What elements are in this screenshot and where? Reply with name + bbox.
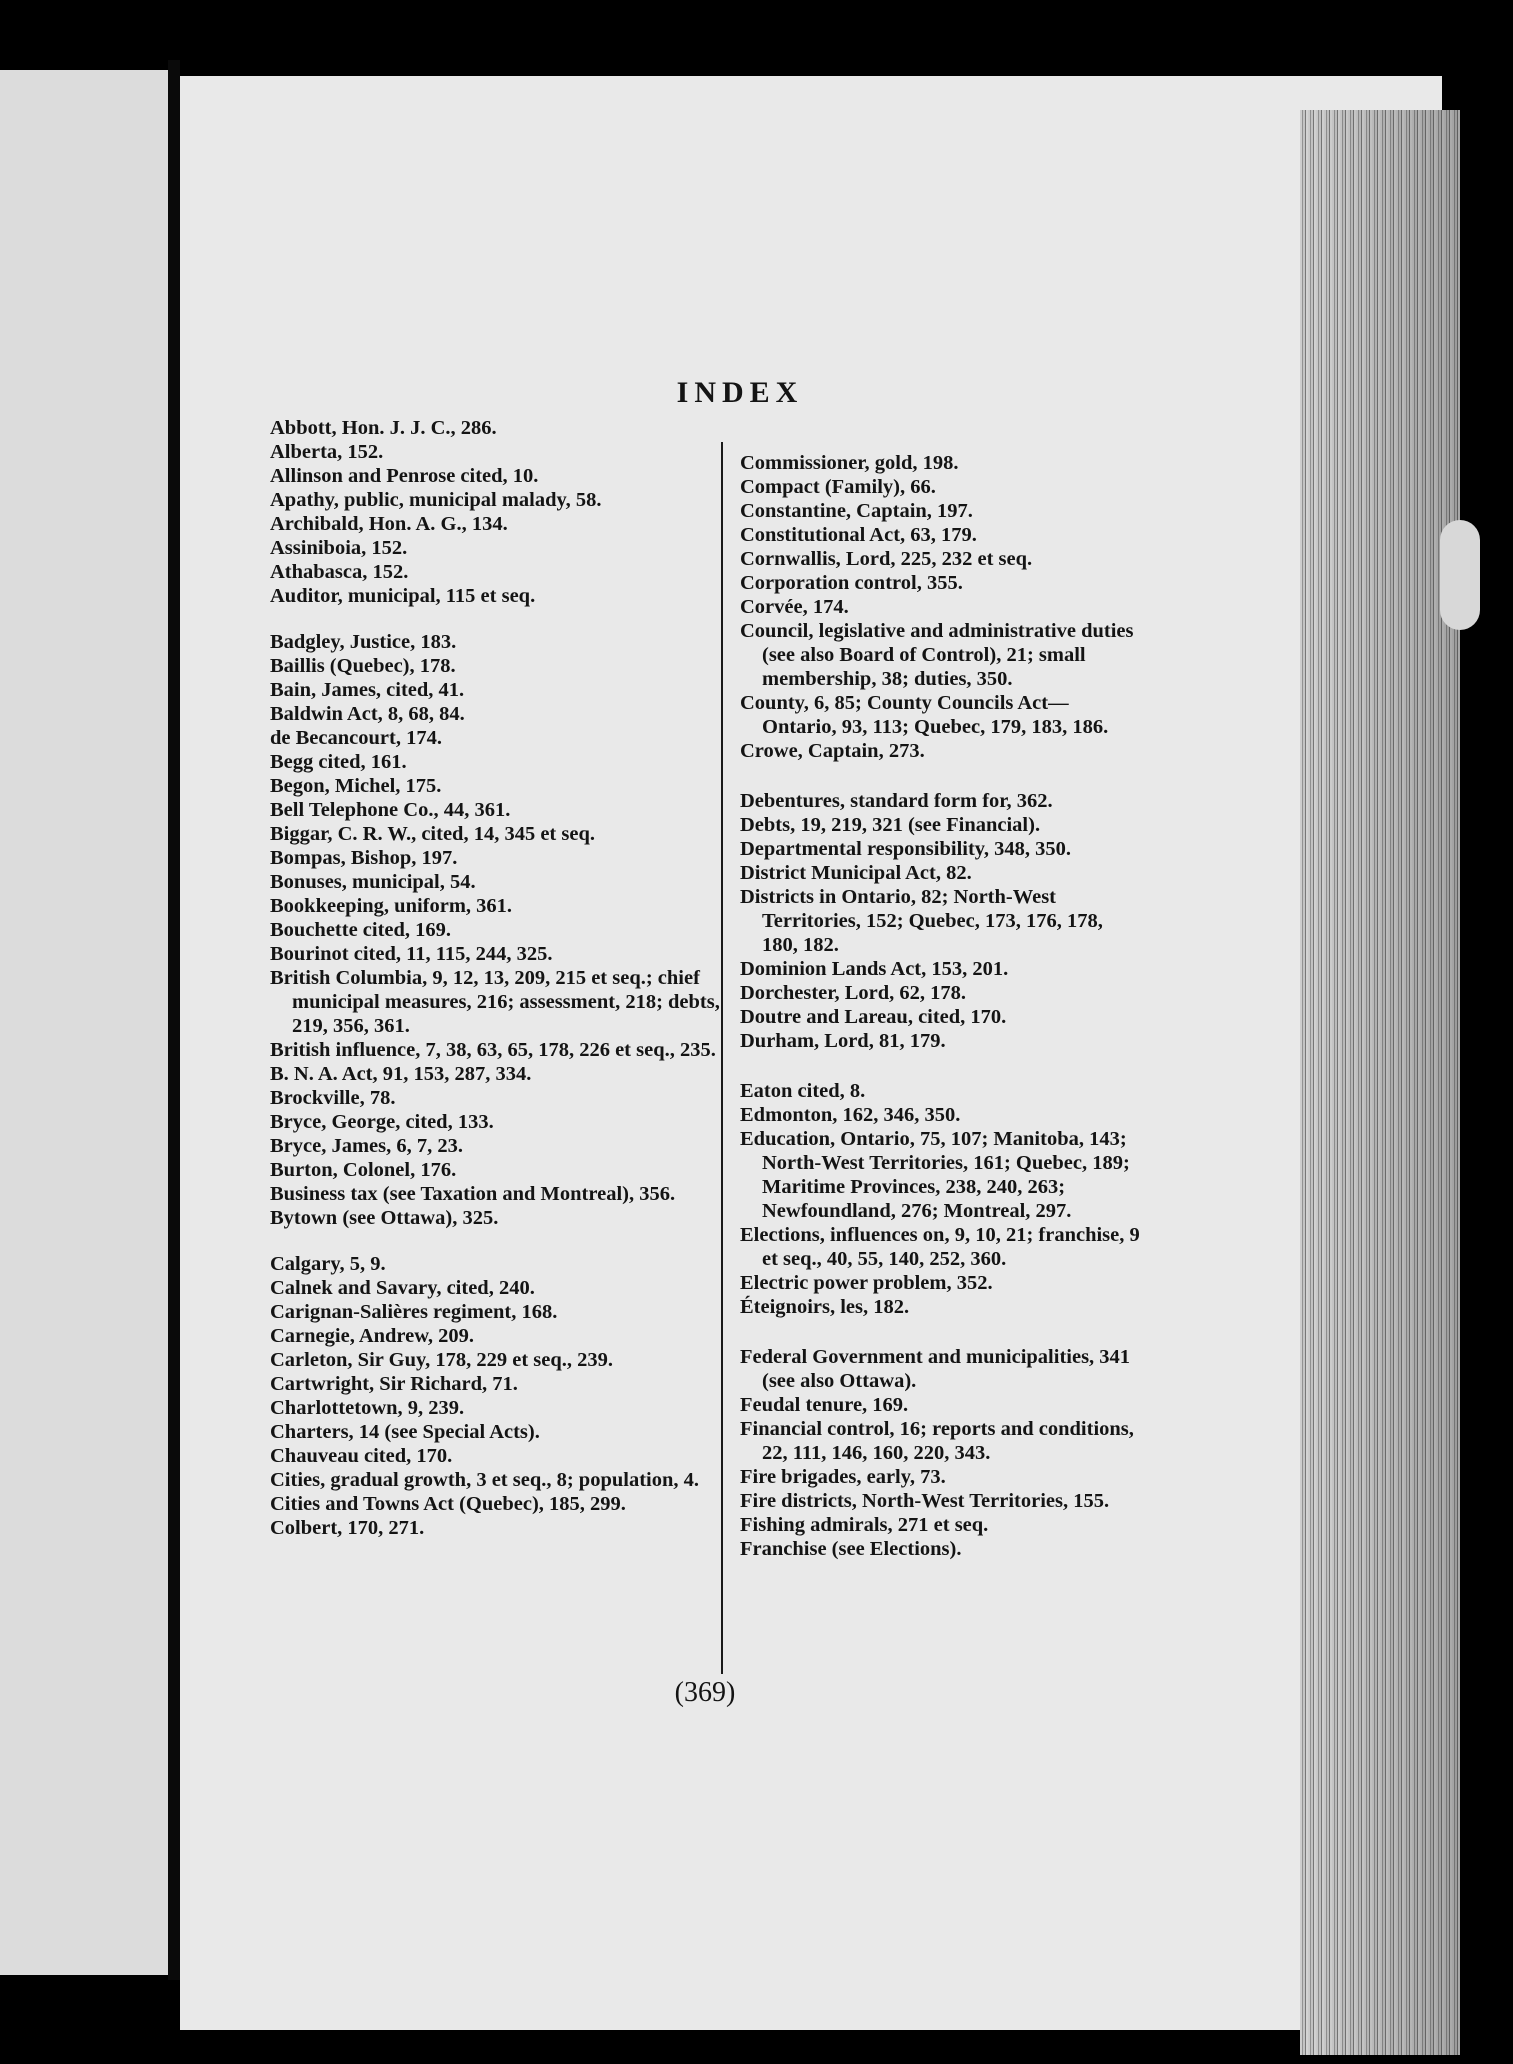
index-entry: Electric power problem, 352. — [740, 1272, 993, 1294]
facing-page — [0, 70, 168, 1975]
index-entry: Education, Ontario, 75, 107; Manitoba, 143; North-West Territories, 161; Quebec, 189; Maritime Provinces, 238, 240, 263; Newfoundland, 276; Montreal, 297. — [740, 1128, 1130, 1222]
index-entry: Debentures, standard form for, 362. — [740, 790, 1053, 812]
index-entry: Carleton, Sir Guy, 178, 229 et seq., 239. — [270, 1349, 613, 1371]
index-entry: Calnek and Savary, cited, 240. — [270, 1277, 535, 1299]
index-entry: Burton, Colonel, 176. — [270, 1159, 457, 1181]
index-entry: Charters, 14 (see Special Acts). — [270, 1421, 540, 1443]
index-entry: Begon, Michel, 175. — [270, 775, 442, 797]
index-entry: Crowe, Captain, 273. — [740, 740, 925, 762]
index-entry: Fire districts, North-West Territories, 155. — [740, 1490, 1110, 1512]
index-entry: Franchise (see Elections). — [740, 1538, 962, 1560]
index-column-left — [270, 416, 720, 1540]
index-entry: Cities, gradual growth, 3 et seq., 8; population, 4. — [270, 1469, 700, 1491]
index-entry: Apathy, public, municipal malady, 58. — [270, 489, 602, 511]
index-entry: Bookkeeping, uniform, 361. — [270, 895, 513, 917]
index-entry: District Municipal Act, 82. — [740, 862, 972, 884]
index-entry: Financial control, 16; reports and conditions, 22, 111, 146, 160, 220, 343. — [740, 1418, 1134, 1464]
page-clip — [1440, 520, 1480, 630]
index-entry: Business tax (see Taxation and Montreal), 356. — [270, 1183, 676, 1205]
index-entry: Assiniboia, 152. — [270, 537, 408, 559]
index-entry: Colbert, 170, 271. — [270, 1517, 425, 1539]
index-entry: Éteignoirs, les, 182. — [740, 1296, 910, 1318]
index-entry: Bell Telephone Co., 44, 361. — [270, 799, 511, 821]
index-entry: B. N. A. Act, 91, 153, 287, 334. — [270, 1063, 532, 1085]
index-entry: Charlottetown, 9, 239. — [270, 1397, 465, 1419]
index-entry: Carignan-Salières regiment, 168. — [270, 1301, 558, 1323]
index-column-right — [740, 451, 1140, 1561]
index-entry: Compact (Family), 66. — [740, 476, 936, 498]
index-entry: Bryce, George, cited, 133. — [270, 1111, 494, 1133]
index-entry: Dorchester, Lord, 62, 178. — [740, 982, 967, 1004]
index-entry: Abbott, Hon. J. J. C., 286. — [270, 417, 497, 439]
index-entry: Begg cited, 161. — [270, 751, 407, 773]
index-entry: Edmonton, 162, 346, 350. — [740, 1104, 961, 1126]
index-entry: Cartwright, Sir Richard, 71. — [270, 1373, 518, 1395]
index-entry: Elections, influences on, 9, 10, 21; franchise, 9 et seq., 40, 55, 140, 252, 360. — [740, 1224, 1140, 1270]
index-entry: Districts in Ontario, 82; North-West Territories, 152; Quebec, 173, 176, 178, 180, 182. — [740, 886, 1103, 956]
index-entry: British Columbia, 9, 12, 13, 209, 215 et seq.; chief municipal measures, 216; assessment, 218; debts, 219, 356, 361. — [270, 967, 720, 1037]
index-entry: Biggar, C. R. W., cited, 14, 345 et seq. — [270, 823, 595, 845]
page-number: (369) — [674, 1677, 736, 1708]
index-entry: Feudal tenure, 169. — [740, 1394, 909, 1416]
index-entry: Doutre and Lareau, cited, 170. — [740, 1006, 1007, 1028]
index-entry: County, 6, 85; County Councils Act—Ontario, 93, 113; Quebec, 179, 183, 186. — [740, 692, 1109, 738]
index-entry: Dominion Lands Act, 153, 201. — [740, 958, 1009, 980]
index-entry: Constitutional Act, 63, 179. — [740, 524, 977, 546]
index-entry: Durham, Lord, 81, 179. — [740, 1030, 946, 1052]
column-divider — [721, 442, 723, 1674]
index-entry: Bompas, Bishop, 197. — [270, 847, 458, 869]
index-entry: Constantine, Captain, 197. — [740, 500, 973, 522]
index-entry: Bytown (see Ottawa), 325. — [270, 1207, 499, 1229]
index-entry: Bourinot cited, 11, 115, 244, 325. — [270, 943, 553, 965]
index-entry: Bouchette cited, 169. — [270, 919, 452, 941]
index-entry: Bryce, James, 6, 7, 23. — [270, 1135, 463, 1157]
index-entry: Federal Government and municipalities, 341 (see also Ottawa). — [740, 1346, 1131, 1392]
index-entry: Baldwin Act, 8, 68, 84. — [270, 703, 465, 725]
page-edges-shade — [1300, 110, 1460, 2055]
index-entry: Bain, James, cited, 41. — [270, 679, 465, 701]
index-entry: Alberta, 152. — [270, 441, 384, 463]
page-title: INDEX — [676, 376, 804, 409]
index-entry: Brockville, 78. — [270, 1087, 396, 1109]
index-entry: Carnegie, Andrew, 209. — [270, 1325, 475, 1347]
index-entry: Departmental responsibility, 348, 350. — [740, 838, 1072, 860]
index-entry: Calgary, 5, 9. — [270, 1253, 386, 1275]
index-entry: Corvée, 174. — [740, 596, 849, 618]
index-entry: Fishing admirals, 271 et seq. — [740, 1514, 989, 1536]
book-gutter — [168, 60, 180, 1980]
index-entry: Baillis (Quebec), 178. — [270, 655, 456, 677]
index-entry: Corporation control, 355. — [740, 572, 963, 594]
index-entry: Bonuses, municipal, 54. — [270, 871, 476, 893]
index-entry: Athabasca, 152. — [270, 561, 409, 583]
index-entry: Cities and Towns Act (Quebec), 185, 299. — [270, 1493, 626, 1515]
index-entry: Archibald, Hon. A. G., 134. — [270, 513, 508, 535]
index-entry: de Becancourt, 174. — [270, 727, 442, 749]
index-entry: Council, legislative and administrative duties (see also Board of Control), 21; small membership, 38; duties, 350. — [740, 620, 1134, 690]
index-entry: Auditor, municipal, 115 et seq. — [270, 585, 536, 607]
index-entry: Chauveau cited, 170. — [270, 1445, 453, 1467]
index-entry: Fire brigades, early, 73. — [740, 1466, 946, 1488]
index-entry: Commissioner, gold, 198. — [740, 452, 959, 474]
index-entry: British influence, 7, 38, 63, 65, 178, 226 et seq., 235. — [270, 1039, 716, 1061]
index-entry: Eaton cited, 8. — [740, 1080, 866, 1102]
index-entry: Allinson and Penrose cited, 10. — [270, 465, 539, 487]
index-entry: Badgley, Justice, 183. — [270, 631, 457, 653]
index-entry: Cornwallis, Lord, 225, 232 et seq. — [740, 548, 1033, 570]
index-entry: Debts, 19, 219, 321 (see Financial). — [740, 814, 1041, 836]
